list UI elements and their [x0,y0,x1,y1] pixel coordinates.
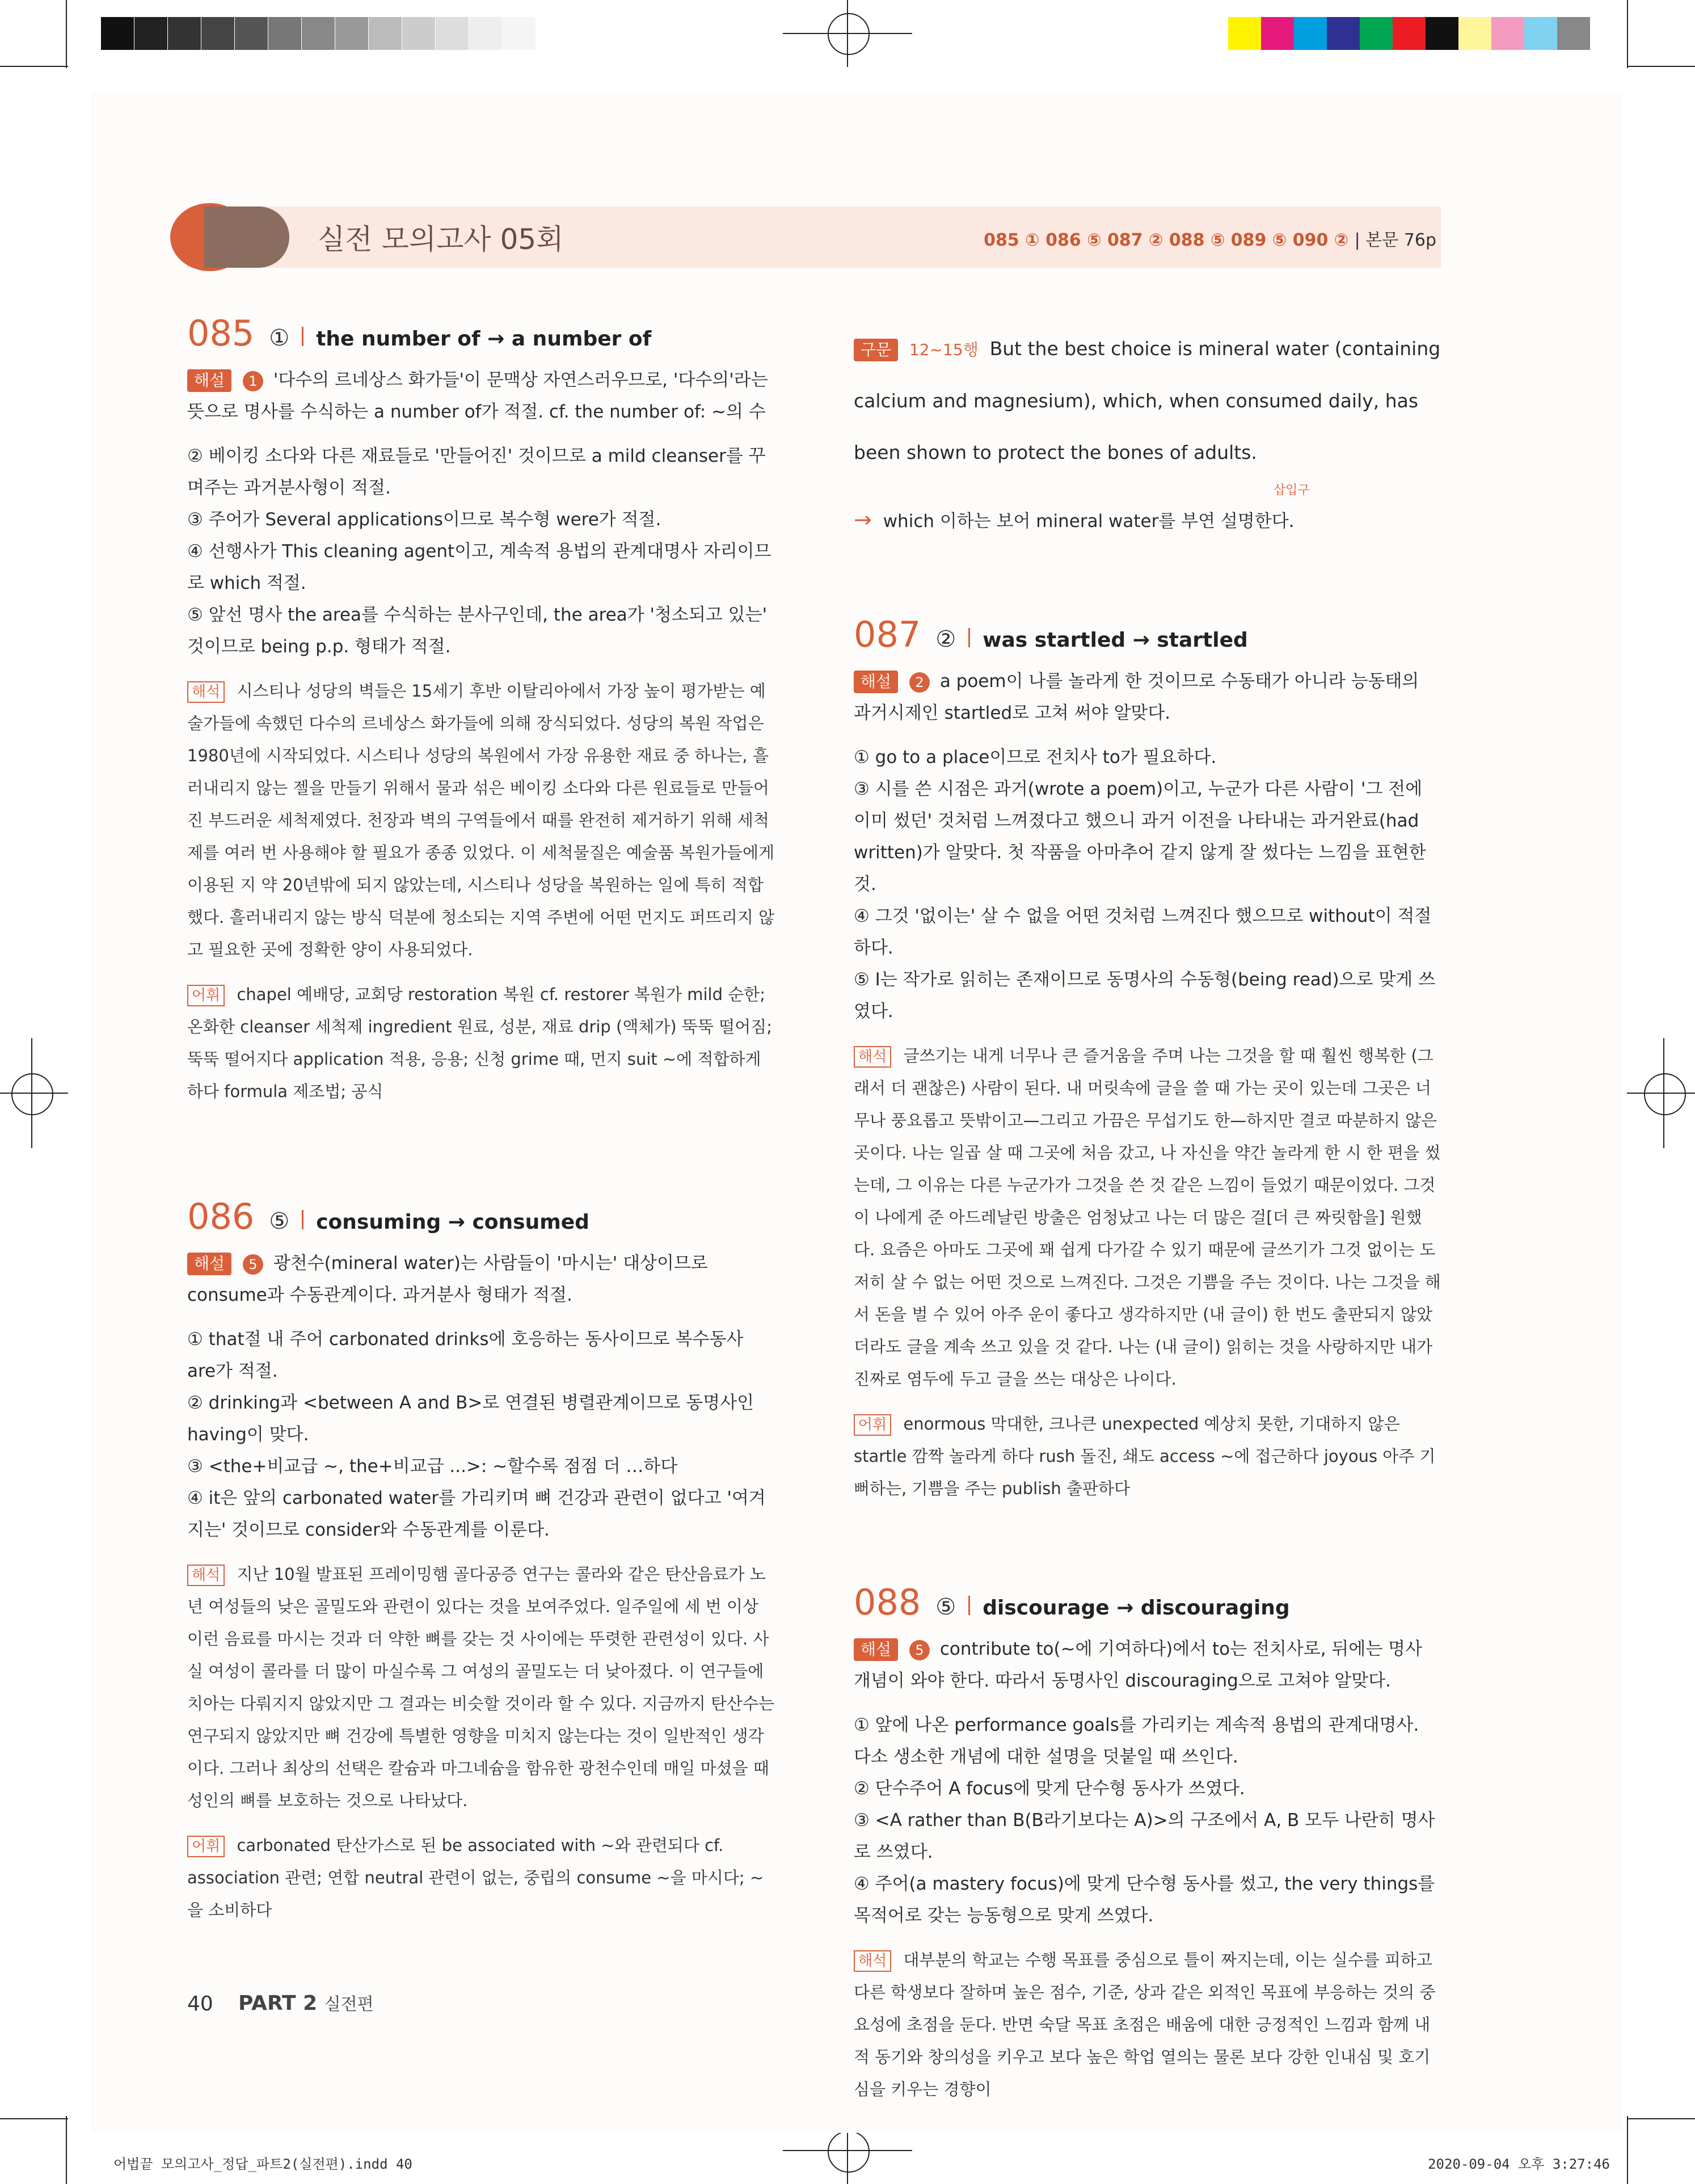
point-list [854,1709,1441,1932]
explanation-text: 광천수(mineral water)는 사람들이 '마시는' 대상이므로 consume과 수동관계이다. 과거분사 형태가 적절. [187,1253,708,1305]
translation-text: 시스티나 성당의 벽들은 15세기 후반 이탈리아에서 가장 높이 평가받는 예술가들에 속했던 다수의 르네상스 화가들에 의해 장식되었다. 성당의 복원 작업은 1980년에 시작되었다. 시스티나 성당의 복원에서 가장 유용한 재료 중 하나는, 흘러내리지 않는 젤을 만들기 위해서 물과 섞은 베이킹 소다와 다른 원료들로 만들어진 부드러운 세척제였다. 천장과 벽의 구역들에서 때를 완전히 제거하기 위해 세척제를 여러 번 사용해야 할 필요가 종종 있었다. 이 세척물질은 예술품 복원가들에게 이용된 지 약 20년밖에 되지 않았는데, 시스티나 성당을 복원하는 일에 특히 적합했다. 흘러내리지 않는 방식 덕분에 청소되는 지역 주변에 어떤 먼지도 퍼뜨리지 않고 필요한 곳에 정확한 양이 사용되었다. [187,681,775,959]
color-swatch [1360,17,1393,50]
color-swatch [1524,17,1557,50]
question-header-088 [854,1582,1441,1624]
answer-circle: 1 [243,371,263,391]
haeseok-tag: 해석 [854,1950,891,1972]
registration-mark-left-h [0,1093,68,1094]
page-reference: | 본문 76p [1354,230,1436,250]
explanation [187,1247,775,1311]
point: ④ 그것 '없이는' 살 수 없을 어떤 것처럼 느껴진다 했으므로 without이 적절하다. [854,906,1432,958]
haeseok-tag: 해석 [187,681,225,703]
right-column [854,323,1441,2114]
point: ② 단수주어 A focus에 맞게 단수형 동사가 쓰였다. [854,1778,1245,1799]
crop-mark-tr-h [1627,66,1695,67]
explanation [187,364,775,428]
haeseol-tag: 해설 [187,369,231,392]
spacer [854,545,1441,619]
answer-mark: ① [269,325,290,351]
point: ① go to a place이므로 전치사 to가 필요하다. [854,747,1217,768]
vocabulary [187,979,775,1108]
registration-mark-right [1644,1073,1686,1115]
haeseok-tag: 해석 [854,1046,891,1068]
crop-mark-bl-h [0,2118,68,2119]
answer-mark: ⑤ [935,1594,956,1620]
syntax-note [854,323,1441,479]
gray-swatch [335,17,368,50]
correction-title: consuming → consumed [316,1211,589,1234]
vocabulary [854,1408,1441,1505]
color-swatch [1261,17,1294,50]
answer-circle: 2 [909,672,930,693]
point: ② drinking과 <between A and B>로 연결된 병렬관계이므로 동명사인 having이 맞다. [187,1393,754,1445]
gray-swatch [402,17,435,50]
eohwi-tag: 어휘 [854,1414,891,1436]
color-swatch [1557,17,1590,50]
answer-summary [984,226,1436,251]
point: ② 베이킹 소다와 다른 재료들로 '만들어진' 것이므로 a mild cleanser를 꾸며주는 과거분사형이 적절. [187,446,766,498]
haeseol-tag: 해설 [854,1638,898,1661]
translation [854,1040,1441,1395]
syntax-sentence: But the best choice is mineral water (containing calcium and magnesium), which, when consumed daily, has been shown to protect the bones of adults. [854,338,1441,463]
point-list [187,1323,775,1546]
crop-mark-tr-v [1627,0,1628,68]
eohwi-tag: 어휘 [187,985,225,1006]
gray-swatch [302,17,335,50]
haeseok-tag: 해석 [187,1565,225,1586]
divider [302,1210,303,1229]
gray-swatch [436,17,469,50]
page-title: 실전 모의고사 05회 [318,223,564,256]
registration-mark-left-v [31,1038,32,1148]
question-number: 085 [187,313,255,354]
point: ④ it은 앞의 carbonated water를 가리키며 뼈 건강과 관련이 없다고 '여겨지는' 것이므로 consider와 수동관계를 이룬다. [187,1488,766,1540]
translation-text: 대부분의 학교는 수행 목표를 중심으로 틀이 짜지는데, 이는 실수를 피하고 다른 학생보다 잘하며 높은 점수, 기준, 상과 같은 외적인 목표에 부응하는 것의 중요성에 초점을 둔다. 반면 숙달 목표 초점은 배움에 대한 긍정적인 느낌과 함께 내적 동기와 창의성을 키우고 보다 높은 학업 열의는 물론 보다 강한 인내심 및 호기심을 키우는 경향이 [854,1950,1436,2099]
question-number: 087 [854,614,921,655]
crop-mark-br-v [1627,2116,1628,2184]
color-swatch [1491,17,1524,50]
page-number: 40 [187,1992,213,2016]
color-swatch [1393,17,1426,50]
gray-swatch [369,17,402,50]
spacer [187,1116,775,1201]
left-column [187,313,775,1934]
explanation-text: contribute to(~에 기여하다)에서 to는 전치사로, 뒤에는 명사 개념이 와야 한다. 따라서 동명사인 discouraging으로 고쳐야 알맞다. [854,1639,1423,1691]
answer-list: 085 ① 086 ⑤ 087 ② 088 ⑤ 089 ⑤ 090 ② [984,230,1349,250]
correction-title: the number of → a number of [316,327,652,351]
explanation [854,665,1441,729]
vocabulary-text: enormous 막대한, 크나큰 unexpected 예상치 못한, 기대하지 않은 startle 깜짝 놀라게 하다 rush 돌진, 쇄도 access ~에 접근하다 joyous 아주 기뻐하는, 기쁨을 주는 publish 출판하다 [854,1414,1436,1498]
registration-mark-left [11,1073,53,1115]
color-swatch [1458,17,1491,50]
part-label [238,1990,374,2015]
crop-mark-bl-v [66,2116,67,2184]
point: ③ 시를 쓴 시점은 과거(wrote a poem)이고, 누군가 다른 사람이 '그 전에 이미 썼던' 것처럼 느껴졌다고 했으니 과거 이전을 나타내는 과거완료(had written)가 알맞다. 첫 작품을 아마추어 같지 않게 잘 썼다는 느낌을 표현한 것. [854,779,1426,895]
explanation-text: a poem이 나를 놀라게 한 것이므로 수동태가 아니라 능동태의 과거시제인 startled로 고쳐 써야 알맞다. [854,671,1419,723]
part-sub: 실전편 [324,1995,374,2014]
explanation-text: '다수의 르네상스 화가들'이 문맥상 자연스러우므로, '다수의'라는 뜻으로 명사를 수식하는 a number of가 적절. cf. the number of: ~의 수 [187,370,768,422]
point: ① that절 내 주어 carbonated drinks에 호응하는 동사이므로 복수동사 are가 적절. [187,1329,744,1381]
gray-swatch [168,17,201,50]
point: ④ 선행사가 This cleaning agent이고, 계속적 용법의 관계대명사 자리이므로 which 적절. [187,541,771,593]
registration-mark-bottom [828,2131,870,2173]
syntax-explanation-text: which 이하는 보어 mineral water를 부연 설명한다. [883,511,1295,532]
date-slug: 2020-09-04 오후 3:27:46 [1428,2156,1610,2172]
point: ③ <the+비교급 ~, the+비교급 ...>: ~할수록 점점 더 …하다 [187,1456,678,1477]
answer-mark: ⑤ [269,1208,290,1234]
translation [187,1558,775,1817]
arrow-right-icon: → [854,507,872,532]
divider [302,327,303,346]
translation-text: 글쓰기는 내게 너무나 큰 즐거움을 주며 나는 그것을 할 때 훨씬 행복한 (그래서 더 괜찮은) 사람이 된다. 내 머릿속에 글을 쓸 때 가는 곳이 있는데 그곳은 너무나 풍요롭고 뜻밖이고—그리고 가끔은 무섭기도 한—하지만 결코 따분하지 않은 곳이다. 나는 일곱 살 때 그곳에 처음 갔고, 나 자신을 약간 놀라게 한 시 한 편을 썼는데, 그 이유는 다른 누군가가 그것을 쓴 것 같은 느낌이 들었기 때문이었다. 그것이 나에게 준 아드레날린 방출은 엄청났고 나는 더 많은 걸[더 큰 짜릿함을] 원했다. 요즘은 아마도 그곳에 꽤 쉽게 다가갈 수 있기 때문에 글쓰기가 그것 없이는 도저히 살 수 없는 어떤 것으로 느껴진다. 그것은 기쁨을 주는 것이다. 나는 그것을 해서 돈을 벌 수 있어 아주 운이 좋다고 생각하지만 (내 글이) 한 번도 출판되지 않았더라도 글을 계속 쓰고 있을 것 같다. 나는 (내 글이) 읽히는 것을 사랑하지만 내가 진짜로 염두에 두고 글을 쓰는 대상은 나이다. [854,1046,1441,1389]
part-name: PART 2 [238,1992,318,2015]
line-reference: 12~15행 [909,340,979,359]
registration-mark-right-h [1627,1093,1695,1094]
crop-mark-tl-h [0,66,68,67]
gray-swatch [235,17,268,50]
answer-mark: ② [935,626,956,652]
translation-text: 지난 10월 발표된 프레이밍햄 골다공증 연구는 콜라와 같은 탄산음료가 노년 여성들의 낮은 골밀도와 관련이 있다는 것을 보여주었다. 일주일에 세 번 이상 이런 음료를 마시는 것과 더 약한 뼈를 갖는 것 사이에는 뚜렷한 관련성이 있다. 사실 여성이 콜라를 더 많이 마실수록 그 여성의 골밀도는 더 낮아졌다. 이 연구들에 치아는 다뤄지지 않았지만 그 결과는 비슷할 것이라 할 수 있다. 지금까지 탄산수는 연구되지 않았지만 뼈 건강에 특별한 영향을 미치지 않는다는 것이 일반적인 생각이다. 그러나 최상의 선택은 칼슘과 마그네슘을 함유한 광천수인데 매일 마셨을 때 성인의 뼈를 보호하는 것으로 나타났다. [187,1565,775,1810]
divider [968,628,970,647]
correction-title: was startled → startled [983,629,1248,652]
gray-swatch [134,17,167,50]
haeseol-tag: 해설 [854,671,898,693]
color-swatch [1294,17,1327,50]
gumun-tag: 구문 [854,339,898,361]
registration-mark-top-v [847,0,848,67]
file-slug: 어법끝 모의고사_정답_파트2(실전편).indd 40 [113,2156,412,2172]
color-swatch [1327,17,1360,50]
registration-mark-top [828,13,870,55]
question-header-086 [187,1196,775,1238]
haeseol-tag: 해설 [187,1253,231,1275]
translation [187,675,775,966]
color-swatch [1426,17,1458,50]
insert-label: 삽입구 [1274,483,1310,497]
color-swatch [1228,17,1261,50]
gray-swatch [101,17,134,50]
correction-title: discourage → discouraging [983,1596,1290,1620]
eohwi-tag: 어휘 [187,1836,225,1857]
question-number: 088 [854,1582,921,1623]
translation [854,1944,1441,2106]
gray-swatch [469,17,502,50]
point-list [854,741,1441,1027]
crop-mark-br-h [1627,2118,1695,2119]
answer-circle: 5 [909,1640,930,1660]
banner-brown-tab [204,206,289,268]
vocabulary-text: carbonated 탄산가스로 된 be associated with ~와 관련되다 cf. association 관련; 연합 neutral 관련이 없는, 중립의 consume ~을 마시다; ~을 소비하다 [187,1836,764,1920]
crop-mark-tl-v [66,0,67,68]
point-list [187,440,775,663]
registration-mark-right-v [1663,1038,1664,1148]
explanation [854,1633,1441,1697]
point: ① 앞에 나온 performance goals를 가리키는 계속적 용법의 관계대명사. 다소 생소한 개념에 대한 설명을 덧붙일 때 쓰인다. [854,1715,1419,1767]
point: ⑤ I는 작가로 읽히는 존재이므로 동명사의 수동형(being read)으로 맞게 쓰였다. [854,969,1436,1022]
vocabulary [187,1829,775,1926]
question-header-087 [854,614,1441,656]
spacer [854,1513,1441,1587]
syntax-explanation [854,504,1441,537]
vocabulary-text: chapel 예배당, 교회당 restoration 복원 cf. restorer 복원가 mild 순한; 온화한 cleanser 세척제 ingredient 원료, 성분, 재료 drip (액체가) 뚝뚝 떨어짐; 뚝뚝 떨어지다 application 적용, 응용; 신청 grime 때, 먼지 suit ~에 적합하게 하다 formula 제조법; 공식 [187,985,772,1101]
question-number: 086 [187,1196,255,1237]
point: ④ 주어(a mastery focus)에 맞게 단수형 동사를 썼고, the very things를 목적어로 갖는 능동형으로 맞게 쓰였다. [854,1874,1435,1926]
gray-swatch [201,17,234,50]
point: ⑤ 앞선 명사 the area를 수식하는 분사구인데, the area가 '청소되고 있는' 것이므로 being p.p. 형태가 적절. [187,605,768,657]
point: ③ 주어가 Several applications이므로 복수형 were가 적절. [187,509,661,530]
question-header-085 [187,313,775,355]
gray-swatch [503,17,536,50]
divider [968,1596,970,1615]
answer-circle: 5 [243,1254,263,1275]
point: ③ <A rather than B(B라기보다는 A)>의 구조에서 A, B 모두 나란히 명사로 쓰였다. [854,1810,1435,1862]
gray-swatch [268,17,301,50]
